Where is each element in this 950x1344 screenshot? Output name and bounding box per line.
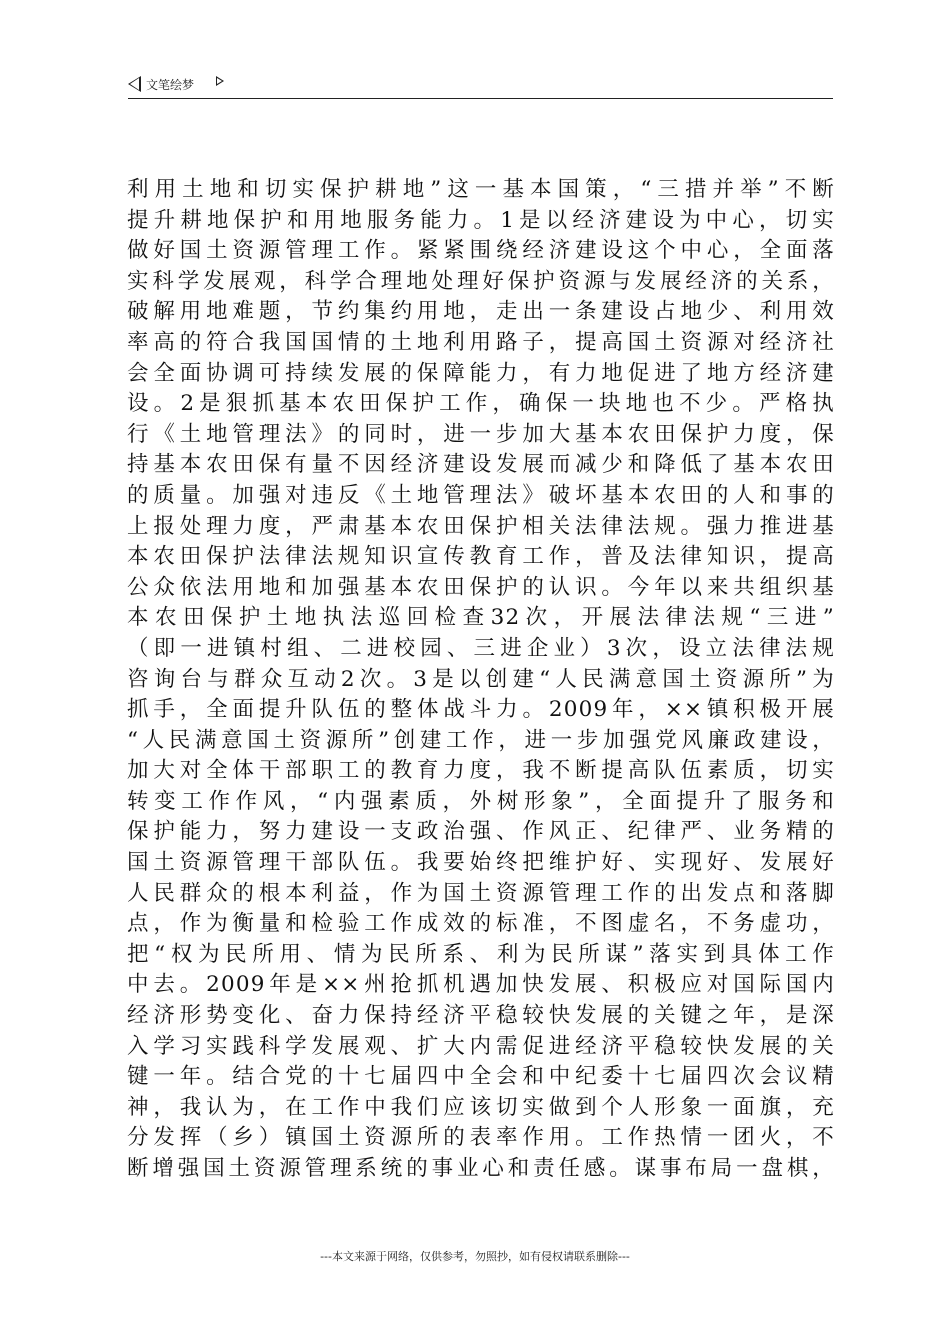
body-line: （即一进镇村组、二进校园、三进企业）3次，设立法律法规 [127, 635, 835, 661]
body-line: 做好国土资源管理工作。紧紧围绕经济建设这个中心，全面落 [127, 238, 835, 264]
body-line: 抓手，全面提升队伍的整体战斗力。2009年，××镇积极开展 [127, 697, 835, 723]
body-line: 行《土地管理法》的同时，进一步加大基本农田保护力度，保 [127, 421, 835, 447]
body-line: 利用土地和切实保护耕地”这一基本国策，“三措并举”不断 [127, 177, 835, 202]
body-line: 键一年。结合党的十七届四中全会和中纪委十七届四次会议精 [127, 1064, 835, 1090]
body-line: 率高的符合我国国情的土地利用路子，提高国土资源对经济社 [127, 329, 835, 355]
left-triangle-icon [128, 76, 141, 92]
body-line: 把“权为民所用、情为民所系、利为民所谋”落实到具体工作 [127, 941, 835, 967]
body-line: 提升耕地保护和用地服务能力。1是以经济建设为中心，切实 [127, 207, 835, 233]
body-line: 的质量。加强对违反《土地管理法》破坏基本农田的人和事的 [127, 482, 835, 508]
body-line: 入学习实践科学发展观、扩大内需促进经济平稳较快发展的关 [127, 1033, 835, 1059]
body-paragraph [127, 175, 835, 1185]
footer-disclaimer: ---本文来源于网络，仅供参考，勿照抄，如有侵权请联系删除--- [320, 1250, 630, 1263]
body-line: 转变工作作风，“内强素质，外树形象”，全面提升了服务和 [127, 788, 835, 814]
body-line: 中去。2009年是××州抢抓机遇加快发展、积极应对国际国内 [127, 972, 835, 998]
body-line: 本农田保护法律法规知识宣传教育工作，普及法律知识，提高 [127, 544, 835, 570]
body-line: 加大对全体干部职工的教育力度，我不断提高队伍素质，切实 [127, 758, 835, 784]
body-line: 国土资源管理干部队伍。我要始终把维护好、实现好、发展好 [127, 850, 835, 876]
page-header [128, 72, 833, 99]
header-title: 文笔绘梦 [146, 78, 195, 92]
body-line: 分发挥（乡）镇国土资源所的表率作用。工作热情一团火，不 [127, 1125, 835, 1151]
body-line: 断增强国土资源管理系统的事业心和责任感。谋事布局一盘棋， [127, 1156, 835, 1181]
body-line: “人民满意国土资源所”创建工作，进一步加强党风廉政建设， [127, 727, 835, 753]
body-line: 设。2是狠抓基本农田保护工作，确保一块地也不少。严格执 [127, 391, 835, 417]
body-line: 人民群众的根本利益，作为国土资源管理工作的出发点和落脚 [127, 880, 835, 906]
body-line: 本农田保护土地执法巡回检查32次，开展法律法规“三进” [127, 605, 835, 631]
body-line: 上报处理力度，严肃基本农田保护相关法律法规。强力推进基 [127, 513, 835, 539]
body-line: 保护能力，努力建设一支政治强、作风正、纪律严、业务精的 [127, 819, 835, 845]
body-line: 会全面协调可持续发展的保障能力，有力地促进了地方经济建 [127, 360, 835, 386]
body-line: 点，作为衡量和检验工作成效的标准，不图虚名，不务虚功， [127, 911, 835, 937]
body-line: 实科学发展观，科学合理地处理好保护资源与发展经济的关系， [127, 268, 835, 294]
body-line: 破解用地难题，节约集约用地，走出一条建设占地少、利用效 [127, 299, 835, 325]
body-line: 神，我认为，在工作中我们应该切实做到个人形象一面旗，充 [127, 1094, 835, 1120]
body-line: 持基本农田保有量不因经济建设发展而减少和降低了基本农田 [127, 452, 835, 478]
body-line: 公众依法用地和加强基本农田保护的认识。今年以来共组织基 [127, 574, 835, 600]
body-line: 咨询台与群众互动2次。3是以创建“人民满意国土资源所”为 [127, 666, 835, 692]
right-triangle-icon [216, 76, 224, 86]
body-line: 经济形势变化、奋力保持经济平稳较快发展的关键之年，是深 [127, 1003, 835, 1029]
